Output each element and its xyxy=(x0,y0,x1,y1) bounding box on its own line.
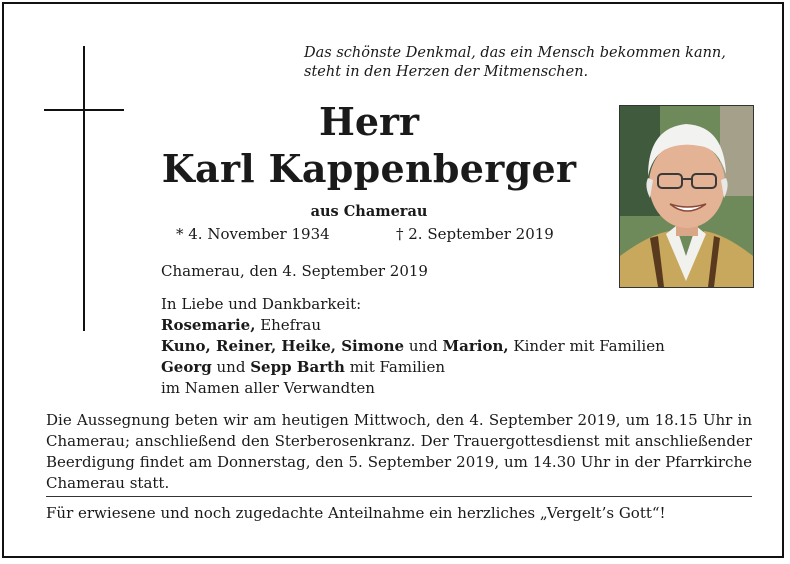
mourner-line: Rosemarie, Ehefrau xyxy=(161,316,322,334)
cross-icon-horizontal xyxy=(44,109,124,111)
motto-line-2: steht in den Herzen der Mitmenschen. xyxy=(304,64,589,80)
death-date: † 2. September 2019 xyxy=(396,225,554,243)
deceased-name: Karl Kappenberger xyxy=(161,146,577,191)
motto-quote xyxy=(304,44,764,82)
obituary-card xyxy=(2,2,784,558)
motto-line-1: Das schönste Denkmal, das ein Mensch bekommen kann, xyxy=(304,45,726,61)
mourner-line: Kuno, Reiner, Heike, Simone und Marion, Kinder mit Familien xyxy=(161,337,665,355)
birth-date: * 4. November 1934 xyxy=(176,225,330,243)
honorific: Herr xyxy=(318,99,420,144)
cross-icon-vertical xyxy=(83,46,85,331)
divider xyxy=(46,496,752,497)
portrait-photo xyxy=(619,105,754,288)
deceased-origin: aus Chamerau xyxy=(310,203,428,220)
mourner-line: Georg und Sepp Barth mit Familien xyxy=(161,358,446,376)
mourners-closing: im Namen aller Verwandten xyxy=(161,379,375,397)
mourners-intro: In Liebe und Dankbarkeit: xyxy=(161,295,362,313)
mourners-list xyxy=(161,294,665,399)
place-and-date: Chamerau, den 4. September 2019 xyxy=(161,262,428,280)
portrait-illustration xyxy=(620,106,753,287)
service-announcement: Die Aussegnung beten wir am heutigen Mittwoch, den 4. September 2019, um 18.15 Uhr in Chamerau; anschließend den Sterberosenkranz. Der Trauergottesdienst mit anschließender Beerdigung findet am Donnerstag, den 5. September 2019, um 14.30 Uhr in der Pfarrkirche Chamerau statt. xyxy=(46,411,752,492)
thanks-line: Für erwiesene und noch zugedachte Anteilnahme ein herzliches „Vergelt’s Gott“! xyxy=(46,504,666,522)
